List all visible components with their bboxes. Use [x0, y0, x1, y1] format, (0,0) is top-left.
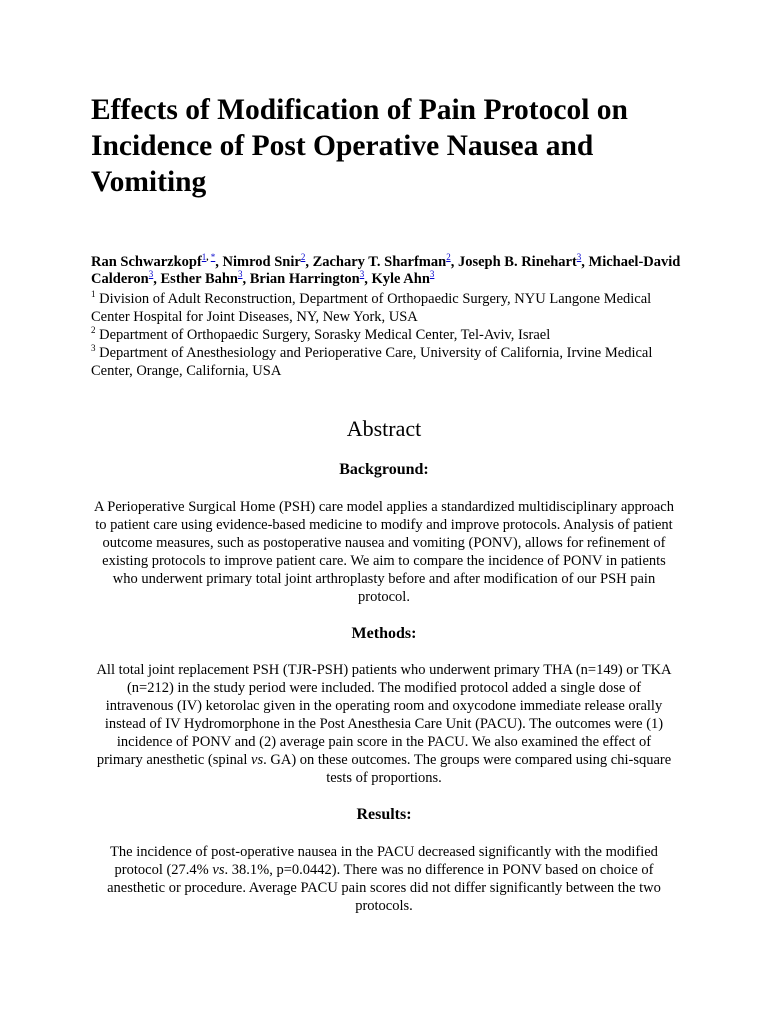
- article-title: Effects of Modification of Pain Protocol on Incidence of Post Operative Nausea and Vomiting: [91, 94, 628, 198]
- author: Michael-David Calderon$^3$,: [91, 254, 681, 287]
- author: Esther Bahn$^3$,: [160, 269, 250, 287]
- background-heading: Background:: [339, 461, 429, 478]
- affiliation-ref-link[interactable]: 3: [429, 269, 435, 280]
- affiliation-ref-link[interactable]: 3: [148, 269, 154, 280]
- author: Brian Harrington$^3$,: [249, 269, 372, 287]
- affiliation-ref-link[interactable]: 1: [201, 252, 207, 263]
- results-heading: Results:: [356, 806, 412, 823]
- author-name: Michael-David Calderon: [91, 254, 681, 287]
- affiliation-list: [91, 290, 691, 380]
- author-name: Esther Bahn: [160, 271, 238, 287]
- affiliation-ref-link[interactable]: 3: [576, 252, 582, 263]
- affiliation-item: [91, 290, 691, 326]
- affiliation-ref-link[interactable]: 2: [446, 252, 451, 263]
- results-text: The incidence of post-operative nausea in the PACU decreased significantly with the modified protocol (27.4% vs. 38.1%, p=0.0442). There was no difference in PONV based on choice of anesthetic or procedure. Average PACU pain scores did not differ significantly between the two protocols.: [107, 844, 661, 914]
- author-name: Brian Harrington: [249, 271, 360, 287]
- corresponding-author-link[interactable]: *: [210, 252, 216, 263]
- affiliation-item: [91, 344, 691, 380]
- affiliation-ref-link[interactable]: 3: [359, 269, 365, 280]
- author-name: Kyle Ahn: [371, 271, 430, 287]
- affiliation-ref-link[interactable]: 3: [238, 269, 243, 280]
- author-name: Joseph B. Rinehart: [457, 254, 577, 270]
- author: Nimrod Snir$^2$,: [222, 252, 313, 270]
- affiliation-number: 3: [91, 343, 96, 354]
- methods-text: All total joint replacement PSH (TJR-PSH) patients who underwent primary THA (n=149) or TKA (n=212) in the study period were included. The modified protocol added a single dose of intravenous (IV) ketorolac given in the operating room and oxycodone immediate release orally instead of IV Hydromorphone in the Post Anesthesia Care Unit (PACU). The outcomes were (1) incidence of PONV and (2) average pain score in the PACU. We also examined the effect of primary anesthetic (spinal vs. GA) on these outcomes. The groups were compared using chi-square tests of proportions.: [96, 662, 672, 786]
- affiliation-ref-link[interactable]: 2: [300, 252, 306, 263]
- author: Zachary T. Sharfman$^2$,: [312, 252, 458, 270]
- author-name: Zachary T. Sharfman: [312, 254, 447, 270]
- author-name: Ran Schwarzkopf: [91, 254, 202, 270]
- author-list: [91, 254, 691, 288]
- affiliation-text: Department of Anesthesiology and Perioperative Care, University of California, Irvine Medical Center, Orange, California, USA: [91, 345, 653, 379]
- affiliation-text: Department of Orthopaedic Surgery, Sorasky Medical Center, Tel-Aviv, Israel: [99, 327, 551, 343]
- methods-heading: Methods:: [351, 625, 417, 642]
- affiliation-number: 1: [91, 289, 96, 300]
- affiliation-item: [91, 326, 691, 344]
- background-text: A Perioperative Surgical Home (PSH) care model applies a standardized multidisciplinary approach to patient care using evidence-based medicine to modify and improve protocols. Analysis of patient outcome measures, such as postoperative nausea and vomiting (PONV), allows for refinement of existing protocols to improve patient care. We aim to compare the incidence of PONV in patients who underwent primary total joint arthroplasty before and after modification of our PSH pain protocol.: [94, 499, 674, 605]
- affiliation-text: Division of Adult Reconstruction, Department of Orthopaedic Surgery, NYU Langone Medical Center Hospital for Joint Diseases, NY, New York, USA: [91, 291, 652, 325]
- affiliation-number: 2: [91, 325, 96, 336]
- author: Joseph B. Rinehart$^3$,: [457, 252, 589, 270]
- author: Ran Schwarzkopf$^{1, *}$,: [91, 252, 223, 270]
- abstract-heading: Abstract: [346, 416, 422, 441]
- author-name: Nimrod Snir: [222, 254, 301, 270]
- author: [371, 271, 434, 287]
